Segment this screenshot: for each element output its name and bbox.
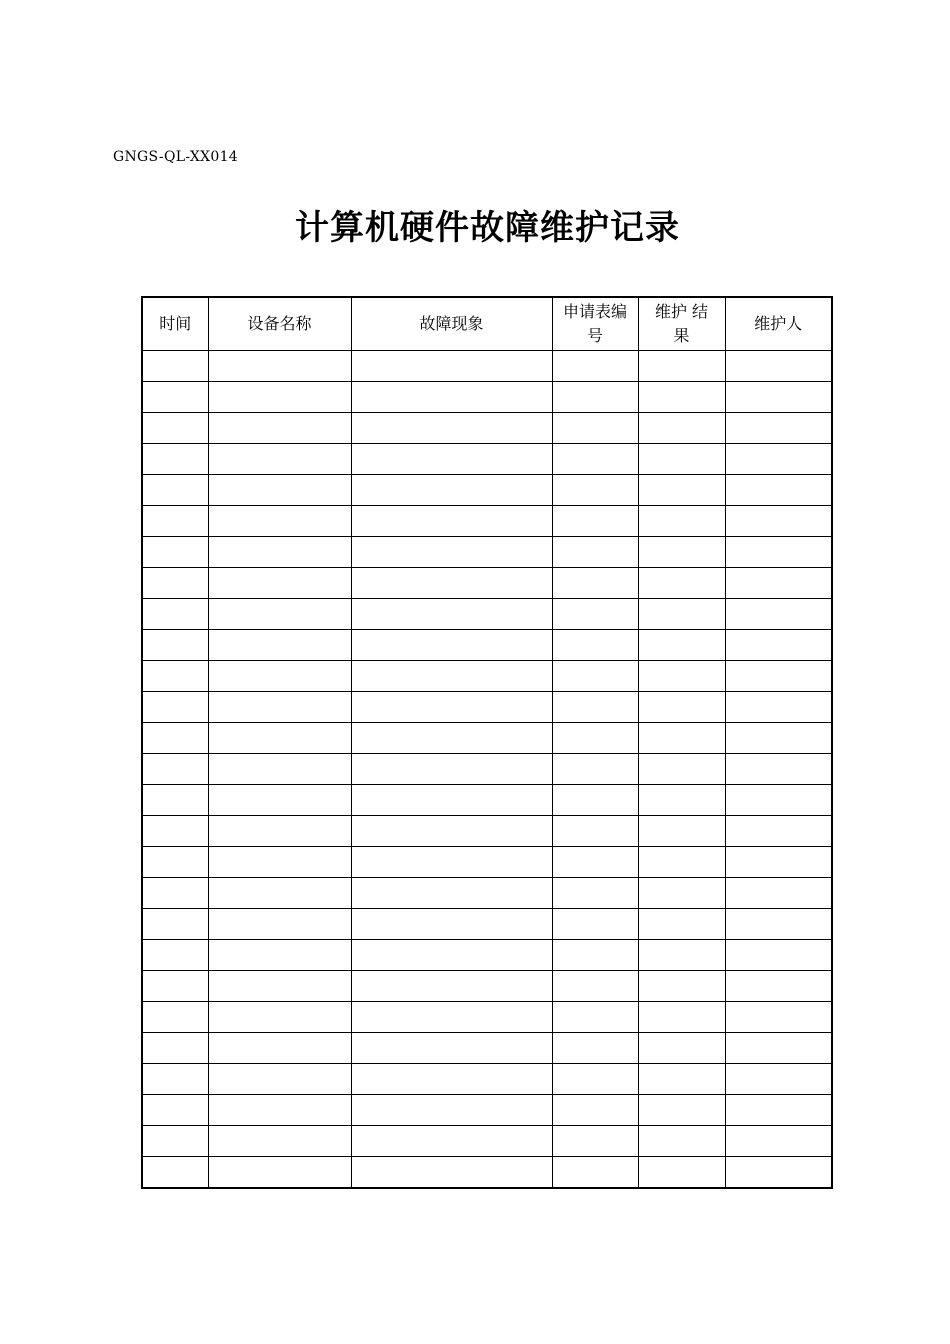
cell-maintainer[interactable] <box>725 692 832 723</box>
table-body <box>142 351 832 1189</box>
cell-time[interactable] <box>142 1157 208 1189</box>
cell-device-name[interactable] <box>208 475 351 506</box>
cell-request-form-no[interactable] <box>552 1064 638 1095</box>
cell-maintainer[interactable] <box>725 630 832 661</box>
cell-fault-symptom[interactable] <box>351 1126 552 1157</box>
cell-time[interactable] <box>142 475 208 506</box>
cell-device-name[interactable] <box>208 754 351 785</box>
cell-maintainer[interactable] <box>725 754 832 785</box>
cell-time[interactable] <box>142 1033 208 1064</box>
cell-time[interactable] <box>142 971 208 1002</box>
cell-maintenance-result[interactable] <box>638 971 725 1002</box>
document-code: GNGS-QL-XX014 <box>113 149 239 165</box>
cell-device-name[interactable] <box>208 599 351 630</box>
cell-device-name[interactable] <box>208 1095 351 1126</box>
cell-request-form-no[interactable] <box>552 1033 638 1064</box>
cell-fault-symptom[interactable] <box>351 537 552 568</box>
cell-fault-symptom[interactable] <box>351 816 552 847</box>
cell-time[interactable] <box>142 1002 208 1033</box>
cell-maintainer[interactable] <box>725 1002 832 1033</box>
cell-time[interactable] <box>142 1064 208 1095</box>
table-row <box>142 599 832 630</box>
header-maintenance-result <box>638 297 725 351</box>
cell-device-name[interactable] <box>208 382 351 413</box>
cell-request-form-no[interactable] <box>552 351 638 382</box>
cell-request-form-no[interactable] <box>552 661 638 692</box>
cell-fault-symptom[interactable] <box>351 382 552 413</box>
cell-device-name[interactable] <box>208 661 351 692</box>
cell-request-form-no[interactable] <box>552 1095 638 1126</box>
table-header <box>142 297 832 351</box>
cell-request-form-no[interactable] <box>552 506 638 537</box>
cell-fault-symptom[interactable] <box>351 847 552 878</box>
cell-fault-symptom[interactable] <box>351 506 552 537</box>
cell-request-form-no[interactable] <box>552 568 638 599</box>
cell-time[interactable] <box>142 878 208 909</box>
cell-fault-symptom[interactable] <box>351 630 552 661</box>
maintenance-log-table <box>141 296 833 1189</box>
cell-fault-symptom[interactable] <box>351 909 552 940</box>
cell-maintainer[interactable] <box>725 1064 832 1095</box>
table-row <box>142 661 832 692</box>
cell-request-form-no[interactable] <box>552 816 638 847</box>
document-title: 计算机硬件故障维护记录 <box>295 208 680 248</box>
cell-request-form-no[interactable] <box>552 971 638 1002</box>
cell-maintainer[interactable] <box>725 847 832 878</box>
cell-time[interactable] <box>142 444 208 475</box>
cell-time[interactable] <box>142 754 208 785</box>
cell-request-form-no[interactable] <box>552 630 638 661</box>
cell-time[interactable] <box>142 506 208 537</box>
cell-request-form-no[interactable] <box>552 847 638 878</box>
cell-maintenance-result[interactable] <box>638 785 725 816</box>
cell-request-form-no[interactable] <box>552 444 638 475</box>
cell-maintenance-result[interactable] <box>638 909 725 940</box>
cell-maintenance-result[interactable] <box>638 599 725 630</box>
cell-maintenance-result[interactable] <box>638 382 725 413</box>
cell-time[interactable] <box>142 723 208 754</box>
cell-maintenance-result[interactable] <box>638 940 725 971</box>
cell-fault-symptom[interactable] <box>351 413 552 444</box>
cell-fault-symptom[interactable] <box>351 692 552 723</box>
cell-maintenance-result[interactable] <box>638 878 725 909</box>
cell-request-form-no[interactable] <box>552 382 638 413</box>
cell-device-name[interactable] <box>208 444 351 475</box>
table-row <box>142 940 832 971</box>
cell-fault-symptom[interactable] <box>351 599 552 630</box>
cell-maintenance-result[interactable] <box>638 723 725 754</box>
cell-maintainer[interactable] <box>725 506 832 537</box>
cell-request-form-no[interactable] <box>552 1157 638 1189</box>
header-device-name: 设备名称 <box>208 297 351 351</box>
table-row <box>142 816 832 847</box>
cell-request-form-no[interactable] <box>552 785 638 816</box>
header-request-form-no <box>552 297 638 351</box>
cell-device-name[interactable] <box>208 1126 351 1157</box>
cell-maintainer[interactable] <box>725 785 832 816</box>
cell-device-name[interactable] <box>208 878 351 909</box>
cell-fault-symptom[interactable] <box>351 1002 552 1033</box>
table-row <box>142 1095 832 1126</box>
cell-maintenance-result[interactable] <box>638 630 725 661</box>
cell-request-form-no[interactable] <box>552 537 638 568</box>
cell-time[interactable] <box>142 692 208 723</box>
cell-device-name[interactable] <box>208 971 351 1002</box>
cell-device-name[interactable] <box>208 1033 351 1064</box>
cell-maintainer[interactable] <box>725 475 832 506</box>
cell-device-name[interactable] <box>208 630 351 661</box>
cell-maintainer[interactable] <box>725 816 832 847</box>
header-row <box>142 297 832 351</box>
table-row <box>142 909 832 940</box>
table-row <box>142 413 832 444</box>
table-row <box>142 1157 832 1189</box>
cell-device-name[interactable] <box>208 1157 351 1189</box>
cell-fault-symptom[interactable] <box>351 1095 552 1126</box>
cell-time[interactable] <box>142 661 208 692</box>
cell-request-form-no[interactable] <box>552 413 638 444</box>
table-row <box>142 444 832 475</box>
cell-request-form-no[interactable] <box>552 692 638 723</box>
cell-device-name[interactable] <box>208 692 351 723</box>
cell-maintenance-result[interactable] <box>638 1126 725 1157</box>
cell-maintenance-result[interactable] <box>638 1002 725 1033</box>
cell-fault-symptom[interactable] <box>351 1033 552 1064</box>
cell-time[interactable] <box>142 568 208 599</box>
cell-maintenance-result[interactable] <box>638 816 725 847</box>
cell-maintenance-result[interactable] <box>638 413 725 444</box>
cell-maintenance-result[interactable] <box>638 1095 725 1126</box>
cell-request-form-no[interactable] <box>552 878 638 909</box>
cell-device-name[interactable] <box>208 351 351 382</box>
cell-time[interactable] <box>142 940 208 971</box>
cell-time[interactable] <box>142 599 208 630</box>
header-fault-symptom: 故障现象 <box>351 297 552 351</box>
cell-maintenance-result[interactable] <box>638 1064 725 1095</box>
cell-maintenance-result[interactable] <box>638 754 725 785</box>
cell-device-name[interactable] <box>208 909 351 940</box>
cell-maintenance-result[interactable] <box>638 1033 725 1064</box>
cell-maintainer[interactable] <box>725 1157 832 1189</box>
cell-fault-symptom[interactable] <box>351 754 552 785</box>
cell-request-form-no[interactable] <box>552 475 638 506</box>
table-row <box>142 971 832 1002</box>
cell-request-form-no[interactable] <box>552 940 638 971</box>
cell-fault-symptom[interactable] <box>351 351 552 382</box>
cell-maintainer[interactable] <box>725 351 832 382</box>
cell-device-name[interactable] <box>208 413 351 444</box>
cell-maintainer[interactable] <box>725 1126 832 1157</box>
cell-maintainer[interactable] <box>725 1033 832 1064</box>
cell-time[interactable] <box>142 785 208 816</box>
table-row <box>142 878 832 909</box>
table-row <box>142 1002 832 1033</box>
cell-maintainer[interactable] <box>725 537 832 568</box>
cell-maintainer[interactable] <box>725 1095 832 1126</box>
cell-maintainer[interactable] <box>725 413 832 444</box>
cell-time[interactable] <box>142 816 208 847</box>
cell-time[interactable] <box>142 630 208 661</box>
cell-maintainer[interactable] <box>725 599 832 630</box>
cell-time[interactable] <box>142 351 208 382</box>
table-row <box>142 754 832 785</box>
cell-device-name[interactable] <box>208 816 351 847</box>
header-maintenance-result-label: 维护 结果 <box>654 302 709 345</box>
cell-time[interactable] <box>142 537 208 568</box>
table-row <box>142 1033 832 1064</box>
table-row <box>142 630 832 661</box>
table-row <box>142 847 832 878</box>
cell-fault-symptom[interactable] <box>351 444 552 475</box>
cell-time[interactable] <box>142 1095 208 1126</box>
cell-maintenance-result[interactable] <box>638 506 725 537</box>
table-row <box>142 785 832 816</box>
cell-maintainer[interactable] <box>725 723 832 754</box>
cell-maintainer[interactable] <box>725 661 832 692</box>
table-row <box>142 1064 832 1095</box>
cell-maintainer[interactable] <box>725 971 832 1002</box>
cell-fault-symptom[interactable] <box>351 1157 552 1189</box>
table-row <box>142 537 832 568</box>
cell-fault-symptom[interactable] <box>351 661 552 692</box>
header-maintainer: 维护人 <box>725 297 832 351</box>
cell-maintenance-result[interactable] <box>638 661 725 692</box>
cell-maintainer[interactable] <box>725 878 832 909</box>
cell-maintainer[interactable] <box>725 909 832 940</box>
table-row <box>142 475 832 506</box>
cell-device-name[interactable] <box>208 568 351 599</box>
cell-maintenance-result[interactable] <box>638 444 725 475</box>
cell-maintenance-result[interactable] <box>638 537 725 568</box>
cell-device-name[interactable] <box>208 1064 351 1095</box>
cell-fault-symptom[interactable] <box>351 878 552 909</box>
table-row <box>142 1126 832 1157</box>
header-request-form-no-label: 申请表编号 <box>563 302 628 345</box>
cell-maintenance-result[interactable] <box>638 351 725 382</box>
cell-fault-symptom[interactable] <box>351 1064 552 1095</box>
cell-device-name[interactable] <box>208 1002 351 1033</box>
cell-maintenance-result[interactable] <box>638 1157 725 1189</box>
cell-time[interactable] <box>142 847 208 878</box>
cell-maintainer[interactable] <box>725 568 832 599</box>
header-time: 时间 <box>142 297 208 351</box>
cell-maintenance-result[interactable] <box>638 475 725 506</box>
cell-maintainer[interactable] <box>725 382 832 413</box>
cell-fault-symptom[interactable] <box>351 971 552 1002</box>
cell-time[interactable] <box>142 1126 208 1157</box>
cell-device-name[interactable] <box>208 537 351 568</box>
table-row <box>142 382 832 413</box>
cell-fault-symptom[interactable] <box>351 940 552 971</box>
cell-time[interactable] <box>142 413 208 444</box>
cell-device-name[interactable] <box>208 940 351 971</box>
cell-time[interactable] <box>142 382 208 413</box>
cell-device-name[interactable] <box>208 847 351 878</box>
cell-request-form-no[interactable] <box>552 754 638 785</box>
cell-maintenance-result[interactable] <box>638 568 725 599</box>
cell-maintainer[interactable] <box>725 444 832 475</box>
cell-request-form-no[interactable] <box>552 1126 638 1157</box>
cell-time[interactable] <box>142 909 208 940</box>
cell-request-form-no[interactable] <box>552 723 638 754</box>
cell-fault-symptom[interactable] <box>351 475 552 506</box>
cell-device-name[interactable] <box>208 723 351 754</box>
cell-device-name[interactable] <box>208 785 351 816</box>
cell-request-form-no[interactable] <box>552 909 638 940</box>
table-row <box>142 351 832 382</box>
table-row <box>142 506 832 537</box>
cell-fault-symptom[interactable] <box>351 568 552 599</box>
table-row <box>142 692 832 723</box>
table-row <box>142 723 832 754</box>
cell-request-form-no[interactable] <box>552 599 638 630</box>
cell-fault-symptom[interactable] <box>351 723 552 754</box>
cell-maintenance-result[interactable] <box>638 692 725 723</box>
cell-fault-symptom[interactable] <box>351 785 552 816</box>
cell-request-form-no[interactable] <box>552 1002 638 1033</box>
cell-maintainer[interactable] <box>725 940 832 971</box>
table-row <box>142 568 832 599</box>
cell-maintenance-result[interactable] <box>638 847 725 878</box>
cell-device-name[interactable] <box>208 506 351 537</box>
